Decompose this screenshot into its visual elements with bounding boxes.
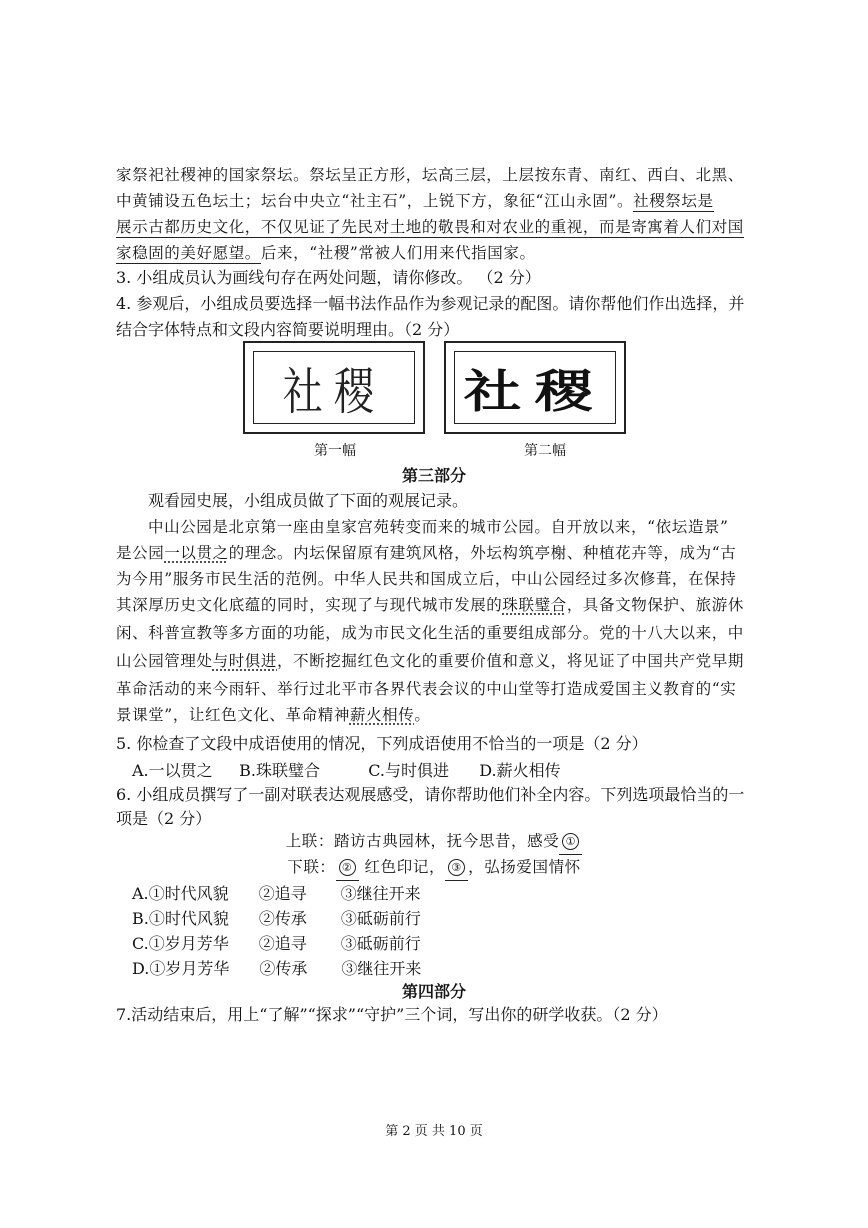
option-letter: C. [132, 934, 149, 953]
blank-2-label: ② [339, 859, 356, 876]
page-number: 第 2 页 共 10 页 [385, 1124, 483, 1139]
question-5-options [132, 758, 561, 781]
part-3-heading: 第三部分 [401, 466, 466, 485]
record-line [116, 540, 736, 566]
passage-line [116, 240, 536, 266]
idiom-zhulianbihe: 珠联璧合 [502, 596, 567, 614]
question-3: 3. 小组成员认为画线句存在两处问题，请你修改。 （2 分） [116, 268, 541, 287]
option-part: ②传承 [259, 959, 308, 978]
record-text: 其深厚历史文化底蕴的同时，实现了与现代城市发展的 [116, 596, 503, 614]
record-line: 革命活动的来今雨轩、举行过北平市各界代表会议的中山堂等打造成爱国主义教育的“实 [116, 680, 737, 698]
option-b[interactable]: B.珠联璧合 [239, 761, 320, 780]
option-d[interactable]: D.薪火相传 [479, 761, 561, 780]
idiom-xinhuoxiangchuan: 薪火相传 [349, 706, 415, 724]
record-text: 是公园 [116, 544, 165, 562]
record-text: 的理念。内坛保留原有建筑风格，外坛构筑亭榭、种植花卉等，成为“古 [228, 544, 737, 562]
underlined-sentence: 展示古都历史文化，不仅见证了先民对土地的敬畏和对农业的重视，而是寄寓着人们对国 [116, 218, 744, 236]
record-line [116, 592, 744, 618]
question-6-option-a[interactable] [132, 881, 421, 904]
couplet-lower-label: 下联： [287, 858, 336, 876]
caption-first: 第一幅 [314, 443, 356, 459]
option-letter: D. [132, 959, 150, 978]
option-part: ①时代风貌 [148, 884, 229, 903]
option-letter: B. [132, 909, 149, 928]
option-part: ③砥砺前行 [340, 909, 421, 928]
question-4-line2: 结合字体特点和文段内容简要说明理由。（2 分） [116, 320, 460, 339]
underlined-sentence: 社稷祭坛是 [633, 192, 714, 210]
couplet-lower-end: ，弘扬爱国情怀 [468, 858, 581, 876]
blank-1 [559, 828, 582, 855]
question-7: 7.活动结束后，用上“了解”“探求”“守护”三个词，写出你的研学收获。（2 分） [116, 1005, 668, 1024]
question-6-line1: 6. 小组成员撰写了一副对联表达观展感受，请你帮助他们补全内容。下列选项最恰当的一 [116, 785, 745, 804]
option-part: ②追寻 [258, 884, 307, 903]
record-text: 山公园管理处 [116, 652, 213, 670]
blank-3-label: ③ [448, 859, 465, 876]
blank-1-label: ① [562, 833, 579, 850]
option-a[interactable]: A.一以贯之 [132, 761, 213, 780]
idiom-yushijujin: 与时俱进 [212, 652, 278, 670]
passage-line: 家祭祀社稷神的国家祭坛。祭坛呈正方形，坛高三层，上层按东青、南红、西白、北黑、 [116, 166, 744, 184]
caption-second: 第二幅 [524, 443, 566, 459]
option-letter: A. [132, 884, 149, 903]
record-text: 景课堂”，让红色文化、革命精神 [116, 706, 350, 724]
question-6-option-d[interactable] [132, 956, 421, 979]
question-5: 5. 你检查了文段中成语使用的情况，下列成语使用不恰当的一项是（2 分） [116, 734, 648, 753]
option-c[interactable]: C.与时俱进 [368, 761, 449, 780]
underlined-sentence: 家稳固的美好愿望。 [116, 244, 261, 262]
calligraphy-chars-2: 社稷 [463, 364, 607, 418]
part-3-intro: 观看园史展，小组成员做了下面的观展记录。 [148, 491, 469, 510]
passage-line [116, 214, 744, 240]
option-part: ②传承 [258, 909, 307, 928]
option-part: ①岁月芳华 [148, 934, 229, 953]
idiom-yiyiguanzhi: 一以贯之 [164, 544, 229, 562]
question-6-line2: 项是（2 分） [116, 809, 212, 828]
option-part: ③砥砺前行 [340, 934, 421, 953]
couplet-upper-text: 上联：踏访古典园林，抚今思昔，感受 [285, 832, 560, 850]
part-4-heading: 第四部分 [401, 982, 466, 1001]
option-part: ①岁月芳华 [149, 959, 230, 978]
blank-3 [445, 854, 468, 881]
record-line [116, 648, 744, 674]
couplet-lower [0, 854, 868, 881]
record-line: 闲、科普宣教等多方面的功能，成为市民文化生活的重要组成部分。党的十八大以来，中 [116, 624, 744, 642]
question-6-option-b[interactable] [132, 906, 421, 929]
passage-text: 中黄铺设五色坛土；坛台中央立“社主石”，上锐下方，象征“江山永固”。 [116, 192, 634, 210]
record-text: ，具备文物保护、旅游休 [566, 596, 744, 614]
record-text: 。 [414, 706, 431, 724]
couplet-lower-mid: 红色印记， [364, 858, 446, 876]
passage-text: 后来，“社稷”常被人们用来代指国家。 [260, 244, 536, 262]
record-line: 中山公园是北京第一座由皇家宫苑转变而来的城市公园。自开放以来，“依坛造景” [148, 518, 729, 536]
record-line [116, 702, 430, 728]
option-part: ③继往开来 [340, 884, 421, 903]
record-line: 为今用”服务市民生活的范例。中华人民共和国成立后，中山公园经过多次修葺，在保持 [116, 570, 737, 588]
option-part: ①时代风貌 [148, 909, 229, 928]
couplet-upper [0, 828, 868, 855]
record-text: ，不断挖掘红色文化的重要价值和意义，将见证了中国共产党早期 [277, 652, 744, 670]
question-4-line1: 4. 参观后，小组成员要选择一幅书法作品作为参观记录的配图。请你帮他们作出选择，并 [116, 294, 745, 313]
calligraphy-clerical-script [444, 341, 626, 434]
question-6-option-c[interactable] [132, 931, 421, 954]
passage-line [116, 188, 714, 214]
calligraphy-seal-script [243, 341, 425, 434]
calligraphy-chars-1: 社稷 [282, 362, 386, 421]
blank-2 [336, 854, 359, 881]
option-part: ②追寻 [258, 934, 307, 953]
option-part: ③继往开来 [341, 959, 422, 978]
